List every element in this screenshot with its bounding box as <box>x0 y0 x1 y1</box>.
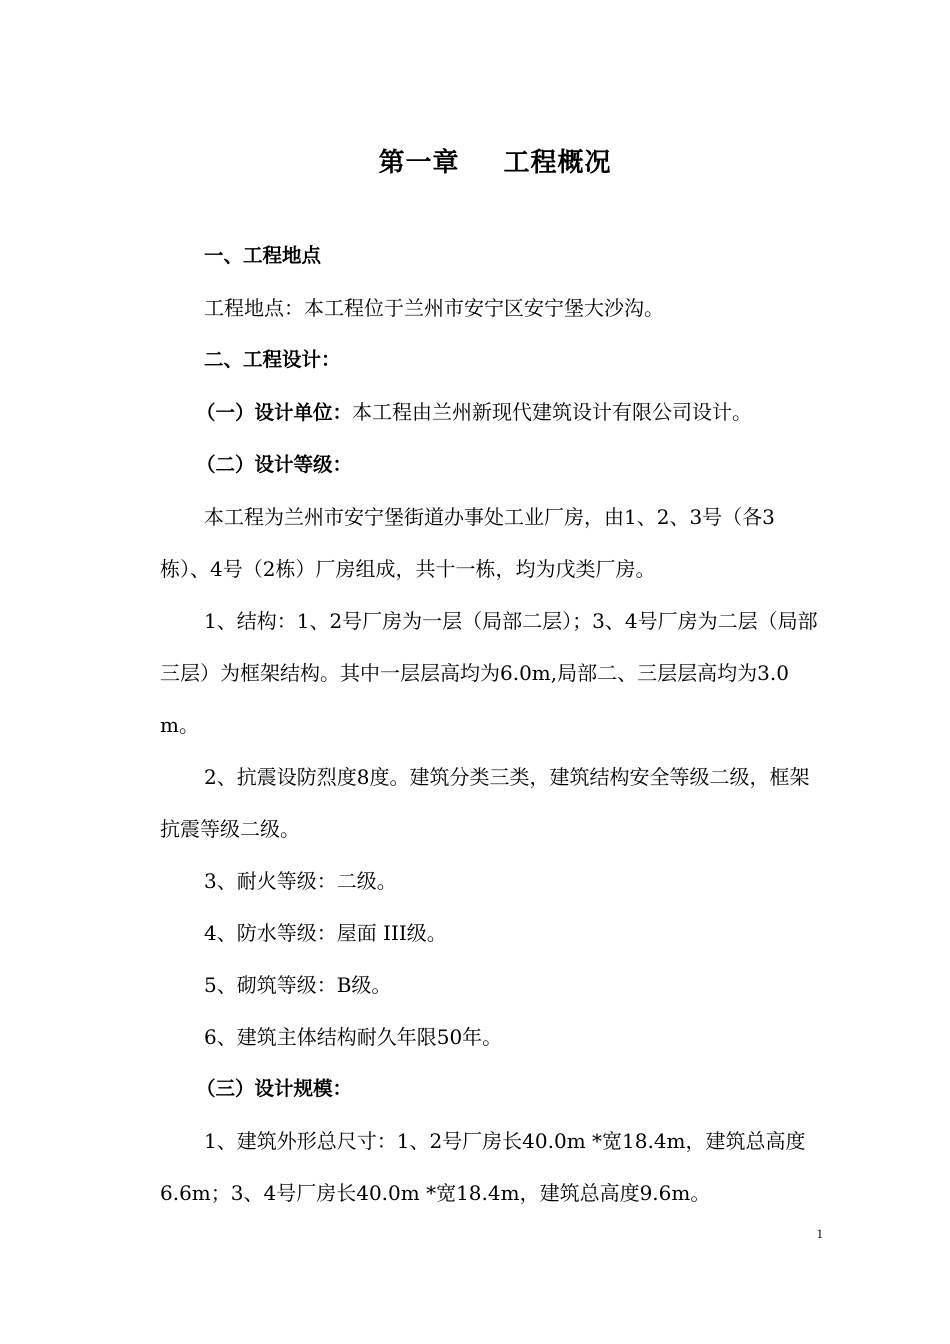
paragraph-waterproof-rating: 4、防水等级：屋面 III级。 <box>204 921 447 945</box>
paragraph-location: 工程地点：本工程位于兰州市安宁区安宁堡大沙沟。 <box>204 296 664 320</box>
design-unit-text: 本工程由兰州新现代建筑设计有限公司设计。 <box>352 400 753 424</box>
subsection-design-unit <box>160 386 820 439</box>
subsection-heading-design-unit: （一）设计单位： <box>196 401 353 424</box>
chapter-title <box>0 142 950 179</box>
subsection-heading-design-grade: （二）设计等级： <box>196 453 353 476</box>
paragraph-seismic: 2、抗震设防烈度8度。建筑分类三类，建筑结构安全等级二级，框架抗震等级二级。 <box>160 765 810 841</box>
paragraph-project-overview: 本工程为兰州市安宁堡街道办事处工业厂房，由1、2、3号（各3栋）、4号（2栋）厂房组成，共十一栋，均为戊类厂房。 <box>160 505 775 581</box>
paragraph-durability: 6、建筑主体结构耐久年限50年。 <box>204 1025 503 1049</box>
paragraph-dimensions: 1、建筑外形总尺寸：1、2号厂房长40.0m *宽18.4m，建筑总高度6.6m；3、4号厂房长40.0m *宽18.4m，建筑总高度9.6m。 <box>160 1129 806 1205</box>
paragraph-masonry-grade: 5、砌筑等级：B级。 <box>204 973 392 997</box>
chapter-name: 工程概况 <box>503 148 612 178</box>
subsection-heading-design-scale: （三）设计规模： <box>196 1077 353 1100</box>
paragraph-fire-rating: 3、耐火等级：二级。 <box>204 869 397 893</box>
chapter-number: 第一章 <box>378 148 460 178</box>
document-body <box>160 230 820 1219</box>
section-heading-location: 一、工程地点 <box>204 244 322 267</box>
paragraph-structure: 1、结构：1、2号厂房为一层（局部二层）；3、4号厂房为二层（局部三层）为框架结构。其中一层层高均为6.0m,局部二、三层层高均为3.0m。 <box>160 609 818 737</box>
section-heading-design: 二、工程设计： <box>204 348 341 371</box>
page-number: 1 <box>816 1226 823 1241</box>
